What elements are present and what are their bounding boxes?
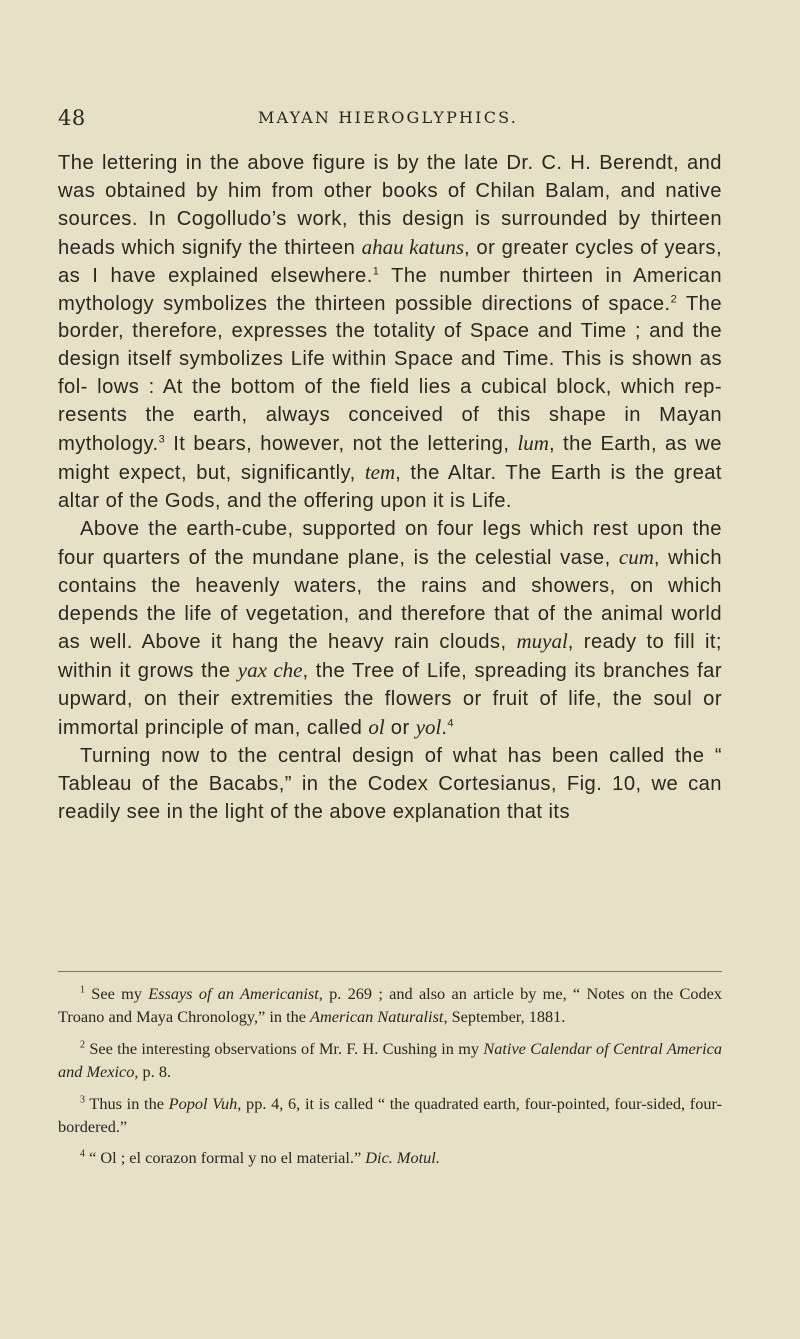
- italic-term-lum: lum: [517, 431, 549, 456]
- body-text: [58, 150, 722, 827]
- running-title: MAYAN HIEROGLYPHICS.: [257, 108, 519, 127]
- paragraph-2: [58, 516, 722, 743]
- footnote-number: 4: [80, 1149, 85, 1161]
- text-run: , p. 269 ; and also an article by me, “ Notes on the Codex Troano and Maya Chronology,” in the: [58, 984, 722, 1027]
- text-run: , September, 1881.: [443, 1007, 566, 1027]
- italic-term-yax-che: yax che: [237, 658, 303, 683]
- footnote-ref-2[interactable]: 2: [670, 292, 678, 305]
- text-run: or: [384, 717, 416, 740]
- text-run: It bears, however, not the lettering,: [165, 433, 518, 456]
- italic-term-muyal: muyal: [516, 629, 568, 654]
- paragraph-1: [58, 150, 722, 516]
- text-run: , the Altar. The Earth is the great altar of the Gods, and the offering upon it is Life.: [58, 461, 722, 512]
- italic-title: Native Calendar of Central America and Mexico: [58, 1038, 722, 1082]
- footnote-2: [58, 1037, 722, 1084]
- text-run: , or greater cycles of years, as I have explained elsewhere.: [58, 236, 722, 287]
- text-run: Thus in the: [85, 1093, 169, 1113]
- footnote-number: 3: [80, 1094, 85, 1106]
- text-run: , the Earth, as we might expect, but, significantly,: [58, 433, 722, 484]
- italic-title: Essays of an Americanist: [148, 984, 319, 1003]
- text-run: , pp. 4, 6, it is called “ the quadrated earth, four-pointed, four-sided, four-bordered.”: [58, 1093, 723, 1137]
- text-run: , which contains the heavenly waters, the rains and showers, on which depends the life of vegetation, and therefore that of the animal world as well. Above it hang the heavy rain clouds,: [58, 546, 723, 654]
- text-run: See the interesting observations of Mr. F. H. Cushing in my: [85, 1038, 484, 1058]
- italic-title: Popol Vuh: [168, 1093, 238, 1113]
- italic-term-yol: yol: [415, 715, 442, 740]
- italic-term-ahau-katuns: ahau katuns: [361, 234, 464, 259]
- text-run: , the Tree of Life, spreading its branches far upward, on their extremities the flowers or fruit of life, the soul or immortal principle of man, called: [58, 660, 722, 740]
- footnote-3: [58, 1092, 722, 1139]
- text-run: “ Ol ; el corazon formal y no el material.”: [85, 1148, 366, 1168]
- footnote-divider: [58, 971, 722, 972]
- page-header: [58, 106, 718, 136]
- text-run: The border, therefore, expresses the totality of Space and Time ; and the design itself symbolizes Life within Space and Time. This is shown as fol- lows : At the bottom of the field lies a cubical block, which rep- resents the earth, always conceived of this shape in Mayan mythology.: [58, 292, 722, 456]
- footnote-number: 1: [80, 984, 85, 996]
- text-run: See my: [85, 984, 149, 1003]
- italic-term-ol: ol: [368, 715, 385, 740]
- text-run: , p. 8.: [134, 1062, 172, 1082]
- text-run: The number thirteen in American mythology symbolizes the thirteen possible directions of space.: [58, 264, 722, 315]
- footnote-ref-3[interactable]: 3: [158, 433, 166, 446]
- footnote-number: 2: [80, 1039, 85, 1051]
- italic-title: American Naturalist: [310, 1007, 444, 1027]
- footnote-ref-4[interactable]: 4: [447, 717, 454, 730]
- page-number: 48: [58, 106, 86, 130]
- footnote-4: [58, 1146, 722, 1169]
- italic-term-tem: tem: [364, 459, 396, 484]
- paragraph-3: [58, 743, 722, 827]
- footnote-ref-1[interactable]: 1: [372, 264, 380, 277]
- text-run: , ready to fill it; within it grows the: [58, 631, 722, 683]
- footnote-1: [58, 982, 722, 1029]
- text-run: .: [441, 717, 448, 740]
- text-run: The lettering in the above figure is by the late Dr. C. H. Berendt, and was obtained by him from other books of Chilan Balam, and native sources. In Cogolludo’s work, this design is surrounded by thirteen heads which signify the thirteen: [58, 152, 722, 259]
- italic-title: Dic. Motul.: [365, 1148, 440, 1168]
- footnotes: [58, 982, 722, 1178]
- text-run: Turning now to the central design of what has been called the “ Tableau of the Bacabs,” in the Codex Cortesianus, Fig. 10, we can readily see in the light of the above explanation that its: [58, 745, 722, 823]
- italic-term-cum: cum: [618, 544, 654, 569]
- text-run: Above the earth-cube, supported on four legs which rest upon the four quarters of the mundane plane, is the celestial vase,: [58, 517, 722, 569]
